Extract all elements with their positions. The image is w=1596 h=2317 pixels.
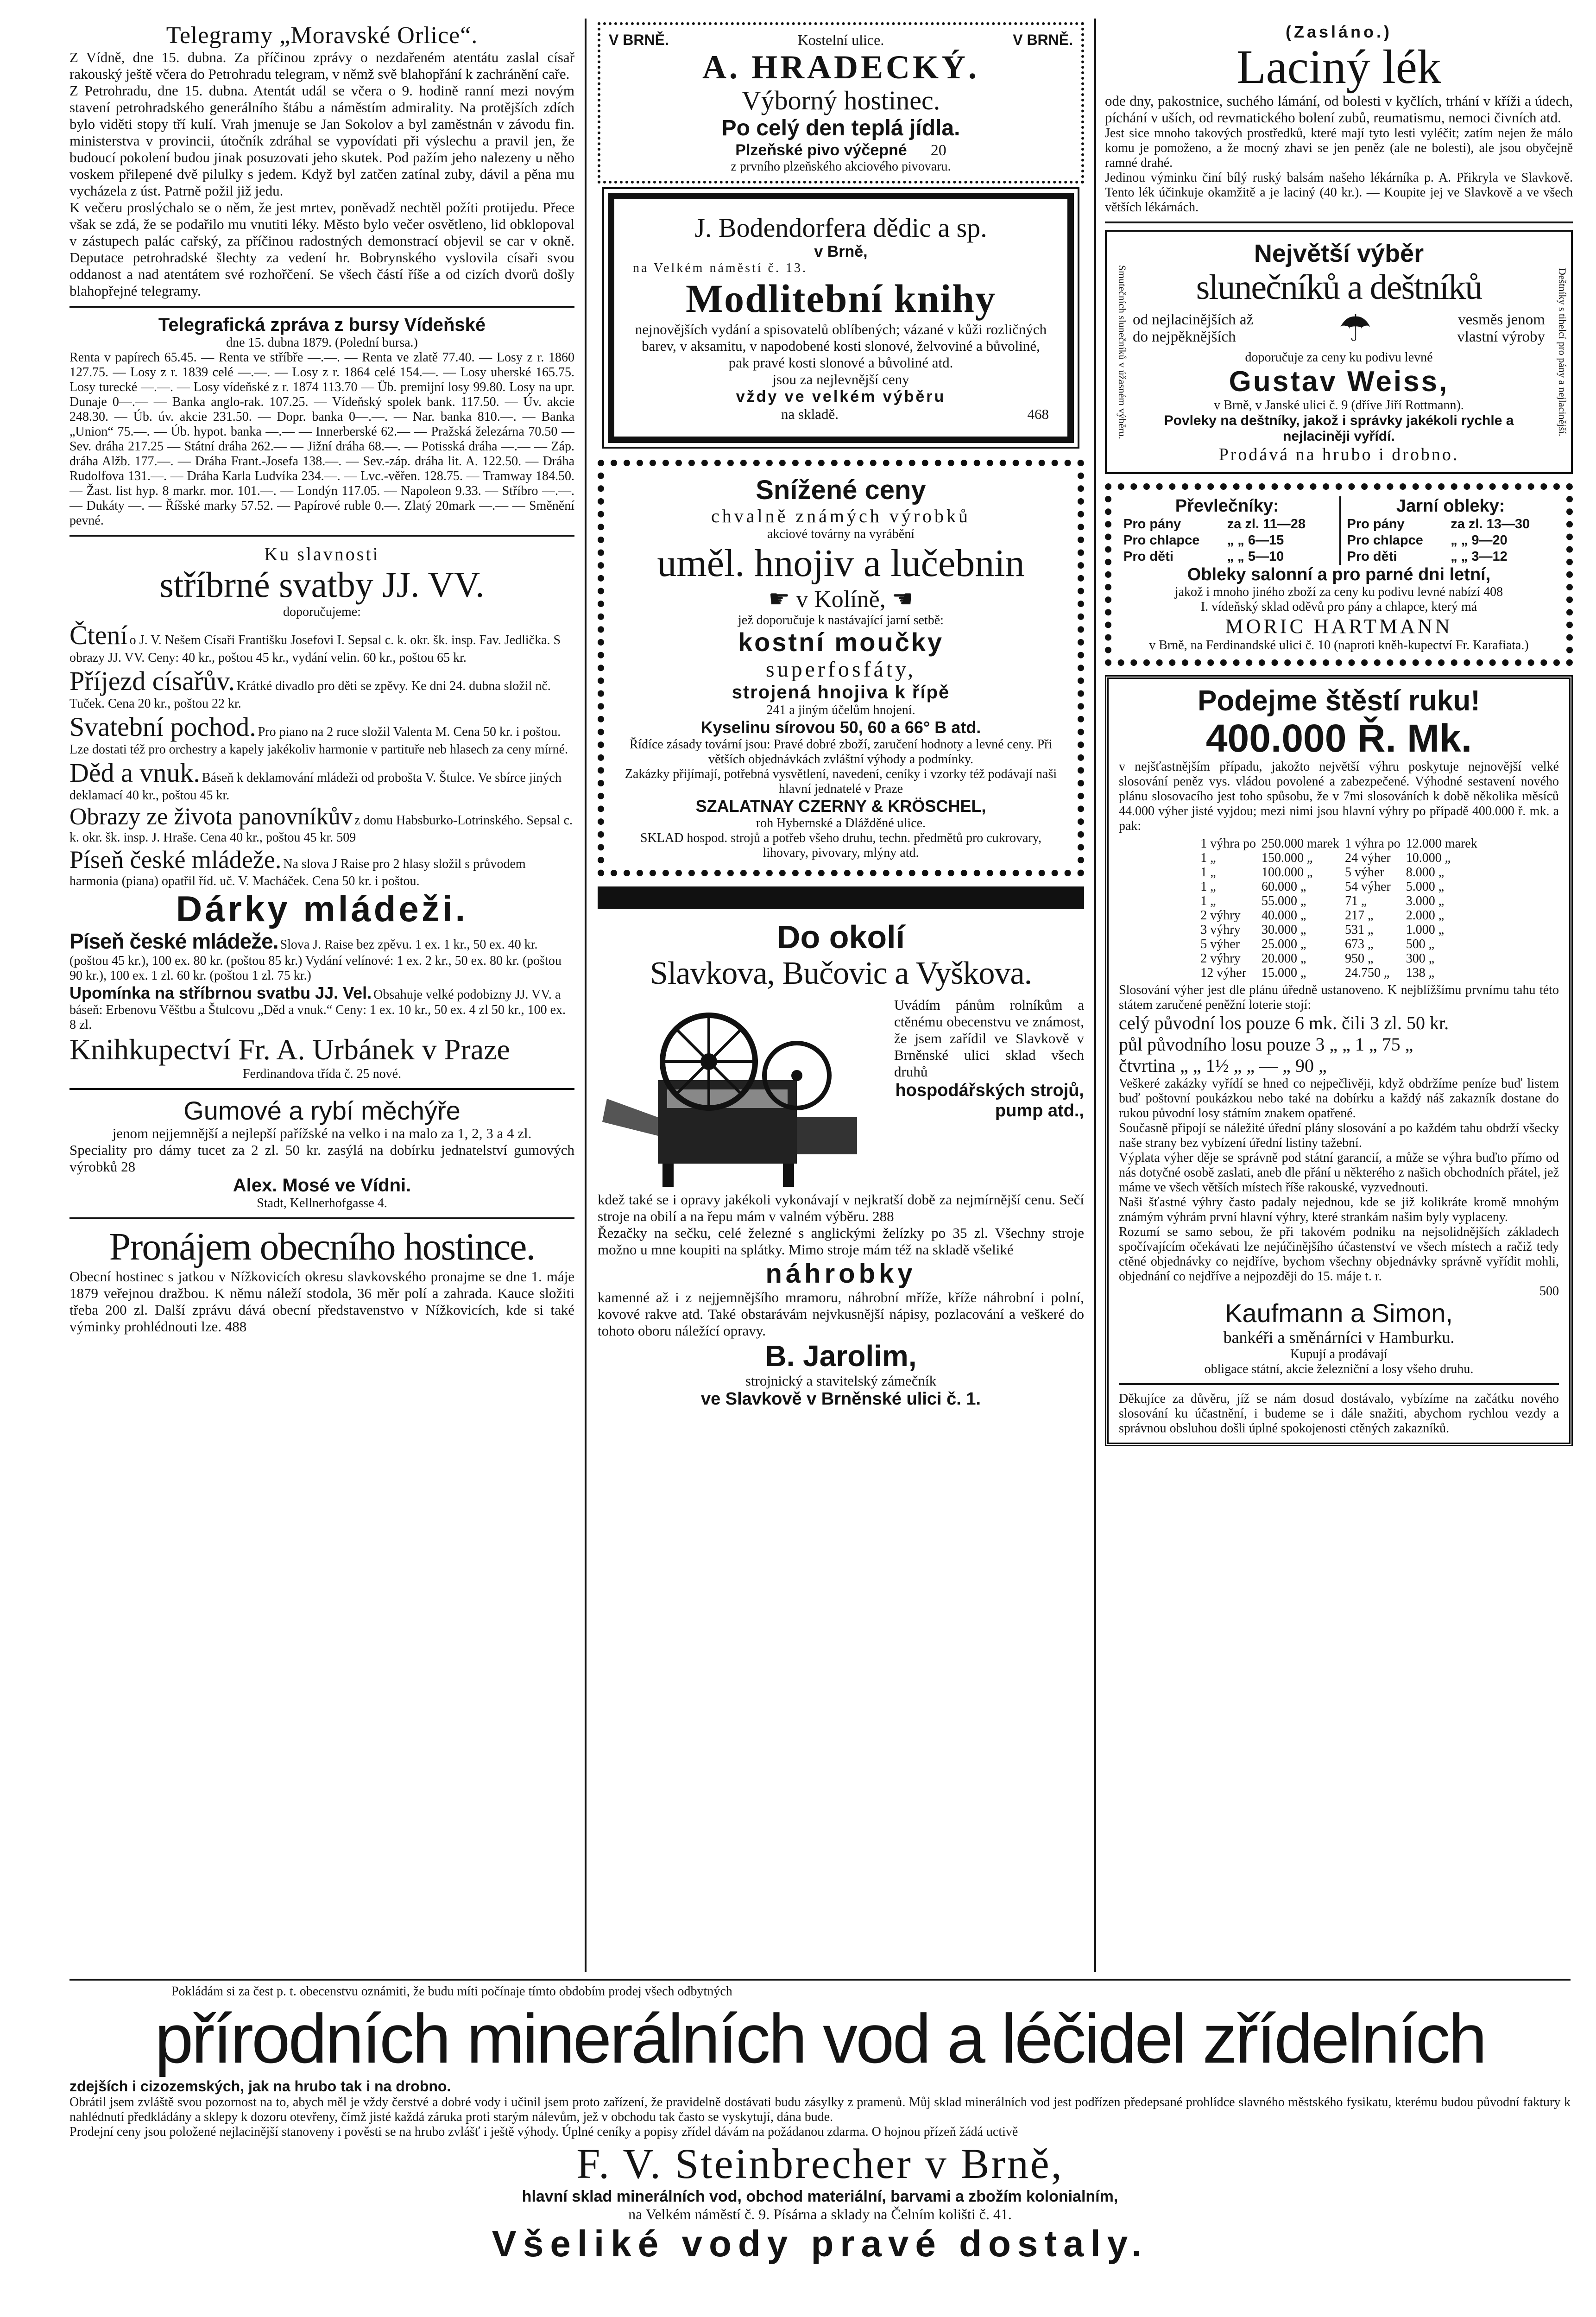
weiss-side-left: Smutečních slunečníků v úžasném výběru. xyxy=(1117,265,1128,439)
bodendorfer-text: nejnovějších vydání a spisovatelů oblíbených; vázané v kůži rozličných barev, v aksamitu, v napodobené kosti slonové, želvoviné a bůvoliné, pak pravé kosti slonové a bůvoliné atd. xyxy=(635,321,1047,371)
column-divider-right xyxy=(1094,19,1096,1972)
gumove-text1: jenom nejjemnější a nejlepší pařížské na velko i na malo za 1, 2, 3 a 4 zl. xyxy=(112,1125,532,1141)
telegramy-title: Telegramy „Moravské Orlice“. xyxy=(166,22,478,49)
steinbrecher-t6: na Velkém náměstí č. 9. Písárna a sklady na Čelním kolišti č. 41. xyxy=(628,2206,1012,2222)
kolin-l3: strojená hnojiva k řípě xyxy=(732,682,950,703)
hartmann-t1: Obleky salonní a pro parné dni letní, xyxy=(1187,565,1491,584)
gumove-text2: Speciality pro dámy tucet za 2 zl. 50 kr. zasýlá na dobírku jednatelství gumových výrobků 28 xyxy=(69,1142,574,1175)
bodendorfer-t2: jsou za nejlevnější ceny xyxy=(772,371,909,387)
weiss-l1: od nejlacinějších až xyxy=(1133,311,1254,328)
hartmann-t2: jakož i mnoho jiného zboží za ceny ku podivu levné nabízí 408 xyxy=(1174,585,1503,599)
gumove-firm: Alex. Mosé ve Vídni. xyxy=(233,1175,411,1196)
steinbrecher-big: přírodních minerálních vod a léčidel zřídelních xyxy=(155,2000,1485,2077)
bodendorfer-num: 468 xyxy=(1027,406,1049,422)
jarolim-trade: strojnický a stavitelský zámečník xyxy=(745,1373,937,1389)
kaufmann-ad xyxy=(1105,675,1573,1446)
gumove-title: Gumové a rybí měchýře xyxy=(183,1096,461,1125)
lottery-row: 3 výhry 30.000 „ 531 „ 1.000 „ xyxy=(1200,923,1445,937)
price-row: Pro pány za zl. 11—28 xyxy=(1123,517,1306,532)
bodendorfer-t3: vždy ve velkém výběru xyxy=(736,388,946,405)
price-row: Pro pány za zl. 13—30 xyxy=(1347,517,1530,532)
slavnost-sub: doporučujeme: xyxy=(283,605,361,619)
hartmann-h1: Převlečníky: xyxy=(1175,496,1279,516)
jarolim-t4: kamenné až i z nejjemnějšího mramoru, náhrobní mříže, kříže náhrobní i polní, kovové rakve atd. Také obstarávám nejvkusnější nápisy, pozlacování a veškeré do tohoto oboru náležící opravy. xyxy=(598,1289,1084,1339)
bodendorfer-t4: na skladě. xyxy=(781,406,839,422)
slavnost-item: Příjezd císařův. Krátké divadlo pro děti se zpěvy. Ke dni 24. dubna složil nč. Tuček. Cena 20 kr., poštou 22 kr. xyxy=(69,666,551,711)
kolin-t6: roh Hybernské a Dlážděné ulice. xyxy=(756,816,926,830)
kaufmann-num: 500 xyxy=(1539,1284,1559,1298)
jarolim-hdr: Do okolí xyxy=(776,919,905,955)
umbrella-icon: ☂ xyxy=(1338,309,1372,349)
kolin-t2: akciové továrny na vyrábění xyxy=(767,527,915,541)
steinbrecher-t5: hlavní sklad minerálních vod, obchod materiální, barvami a zbožím kolonialním, xyxy=(522,2188,1118,2205)
lottery-row: 5 výher 25.000 „ 673 „ 500 „ xyxy=(1200,937,1435,951)
kaufmann-t3: Veškeré zakázky vyřídí se hned co nejpečlivěji, když obdržíme peníze buď listem buď poštovní poukázkou nebo také na dobírku a každý náš zakazník dostane do rukou původní losy státním znakem opatřené. xyxy=(1119,1076,1559,1121)
hartmann-t3: I. vídeňský sklad oděvů pro pány a chlapce, který má xyxy=(1200,600,1477,614)
jarolim-towns: Slavkova, Bučovic a Vyškova. xyxy=(650,956,1032,991)
hradecky-sub: Výborný hostinec. xyxy=(741,85,940,115)
slavnost-title2: stříbrné svatby JJ. VV. xyxy=(159,564,485,605)
lottery-table xyxy=(1198,836,1480,980)
price-row: Pro chlapce „ „ 6—15 xyxy=(1123,533,1284,548)
telegram-evening: K večeru proslýchalo se o něm, že jest mrtev, poněvadž nechtěl požíti protijedu. Přece však se zdá, že se podařilo mu vnutiti léky. Město bylo večer osvětleno, lid obklopoval v zástupech palác cařský, za příčinou radostných demonstrací objevil se car v okně. Deputace petrohradské šlechty za vedení hr. Bobrynského vyslovila císaři svou oddanost a nad atentátem své rozhořčení. Se všech částí říše a od cizích dvorů došly blahopřejné telegramy. xyxy=(69,199,574,299)
weiss-name: Gustav Weiss, xyxy=(1229,366,1449,398)
weiss-side-right: Deštníky s tihelcí pro pány a nejlacinější. xyxy=(1557,267,1568,437)
kolin-t7: SKLAD hospod. strojů a potřeb všeho druhu, techn. předmětů pro cukrovary, lihovary, pivovary, mlýny atd. xyxy=(640,831,1041,860)
weiss-address: v Brně, v Janské ulici č. 9 (dříve Jiří Rottmann). xyxy=(1214,398,1464,412)
kolin-town: v Kolíně, xyxy=(796,586,886,613)
weiss-l2b: vlastní výroby xyxy=(1457,329,1545,345)
lek-title: Laciný lék xyxy=(1236,40,1441,94)
pronajem-title: Pronájem obecního hostince. xyxy=(109,1225,535,1268)
slavnost-item: Svatební pochod. Pro piano na 2 ruce složil Valenta M. Cena 50 kr. i poštou. Lze dostati též pro orchestry a kapely jakékoliv harmonie v partituře neb hlasech za ceny mírné. xyxy=(69,712,568,757)
price-row: Pro děti „ „ 5—10 xyxy=(1123,549,1284,564)
kaufmann-amount: 400.000 Ř. Mk. xyxy=(1205,716,1472,760)
column-right xyxy=(1105,22,1573,1975)
gumove-address: Stadt, Kellnerhofgasse 4. xyxy=(257,1196,387,1210)
hartmann-h2: Jarní obleky: xyxy=(1396,496,1505,516)
hradecky-name: A. HRADECKÝ. xyxy=(702,49,979,86)
column-left xyxy=(69,22,574,1975)
hartmann-address: v Brně, na Ferdinandské ulici č. 10 (naproti kněh-kupectví Fr. Karafiata.) xyxy=(1149,638,1529,652)
column-divider-left xyxy=(585,19,587,1972)
weiss-big: slunečníků a deštníků xyxy=(1196,268,1482,307)
kaufmann-t7: Rozumí se samo sebou, že při takovém podniku na nejsolidnějších základech spočívajícím očekávati lze nejúčinějšího účastenství ve všech místech a račiž tedy ctěné objednávky co nejdříve, bychom všechny objednávky správně vyřídit mohli, objednání co nejdříve a nejpozději do 15. máje t. r. xyxy=(1119,1225,1559,1284)
kaufmann-t6: Naši šťastné výhry často padaly nejednou, kde se již kolikráte kromě mnohým známým výhrám první hlavní výhry, které strankám našim byly vyplaceny. xyxy=(1119,1195,1559,1224)
divider xyxy=(69,1217,574,1219)
black-band xyxy=(598,886,1084,909)
weiss-l2: do nejpěknějších xyxy=(1133,329,1236,345)
steinbrecher-ad xyxy=(69,1979,1571,2317)
lottery-row: 2 výhry 20.000 „ 950 „ 300 „ xyxy=(1200,951,1435,966)
hradecky-line: Po celý den teplá jídla. xyxy=(721,116,960,140)
hand-right-icon: ☛ xyxy=(768,586,790,613)
kaufmann-t2: Slosování výher jest dle plánu úředně ustanoveno. K nejblížšímu prvnímu tahu této státem zaručené peněžní loterie stojí: xyxy=(1119,983,1559,1012)
column-middle xyxy=(598,22,1084,1975)
kolin-t5: Zakázky přijímají, potřebná vysvětlení, navedení, ceníky i vzorky též podávají naši hlavní jednatelé v Praze xyxy=(625,767,1057,796)
divider xyxy=(1105,222,1573,223)
kolin-l2: superfosfáty, xyxy=(765,657,916,682)
kaufmann-t10: Děkujíce za důvěru, jíž se nám dosud dostávalo, vybízíme na začátku nového slosování ku účastnění, i budeme se i dále snažiti, abychom rychlou vezdy a správnou obsluhou došli úplné spokojenosti ctěných zakazníků. xyxy=(1119,1392,1559,1436)
threshing-machine-illustration xyxy=(598,997,885,1191)
kolin-agents: SZALATNAY CZERNY & KRÖSCHEL, xyxy=(695,797,986,816)
slavnost-title1: Ku slavnosti xyxy=(264,544,380,564)
divider xyxy=(69,306,574,308)
burza-quotes: Renta v papírech 65.45. — Renta ve stříbře —.—. — Renta ve zlatě 77.40. — Losy z r. 1860 127.75. — Losy z r. 1839 celé —.—. — Losy z r. 1864 celé 154.—. — Losy uherské 165.75. Losy turecké —.—. — Losy vídeňské z r. 1874 113.70 — Üb. premijní losy 99.80. Losy na upr. Dunaje 0—.— — Banka anglo-rak. 107.25. — Vídeňský spolek bank. 117.50. — Úv. akcie 248.30. — Úb. úv. akcie 231.50. — Dopr. banka 0—.—. — Nar. banka 810.—. — Banka „Union“ 75.—. — Úb. hypot. banka —.— — Innerberské 62.— — Pražská železárna 70.50 — Sev. dráha 217.25 — Státní dráha 262.— — Jižní dráha 68.—. — Potisská dráha —.— — Záp. dráha Alžb. 177.—. — Dráha Frant.-Josefa 138.—. — Sev.-záp. dráha lit. A. 122.50. — Dráha Rudolfova 131.—. — Dráha Karla Ludvíka 234.—. — Lvc.-věřen. 128.75. — Tramway 184.50. — Žast. list hyp. 8 markr. mor. 101.—. — Londýn 117.05. — Napoleon 9.33. — Stříbro —.—. — Dukáty —. — Říšské marky 57.52. — Papírové ruble 0.—. Zlatý 20mark —.— — Směnění pevné. xyxy=(69,350,574,528)
kolin-l4: Kyselinu sírovou 50, 60 a 66° B atd. xyxy=(700,718,981,737)
bodendorfer-title: Modlitební knihy xyxy=(685,276,997,321)
jarolim-address: ve Slavkově v Brněnské ulici č. 1. xyxy=(700,1389,981,1409)
lottery-row: 1 „ 60.000 „ 54 výher 5.000 „ xyxy=(1200,880,1445,894)
hradecky-num: 20 xyxy=(930,142,946,159)
kaufmann-p1: celý původní los pouze 6 mk. čili 3 zl. 50 kr. xyxy=(1119,1013,1449,1033)
hand-left-icon: ☚ xyxy=(891,586,914,613)
divider xyxy=(69,535,574,537)
kolin-l3b: 241 a jiným účelům hnojení. xyxy=(766,703,915,717)
steinbrecher-firm: F. V. Steinbrecher v Brně, xyxy=(576,2140,1064,2187)
hartmann-ad xyxy=(1105,483,1573,666)
slavnost-item: Obrazy ze života panovníkův z domu Habsburko-Lotrinského. Sepsal c. k. okr. šk. insp. J. Hraše. Cena 40 kr., poštou 45 kr. 509 xyxy=(69,804,573,845)
weiss-t5: Prodává na hrubo i drobno. xyxy=(1218,445,1459,464)
weiss-t4: Povleky na deštníky, jakož i správky jakékoli rychle a nejlaciněji vyřídí. xyxy=(1164,413,1514,444)
publisher-address: Ferdinandova třída č. 25 nové. xyxy=(242,1067,402,1081)
kaufmann-p2: půl původního losu pouze 3 „ „ 1 „ 75 „ xyxy=(1119,1034,1413,1055)
hradecky-street: Kostelní ulice. xyxy=(797,32,884,48)
lek-t1: ode dny, pakostnice, suchého lámání, od bolesti v kyčlích, trhání v kříži a údech, píchání v uších, od revmatického bolení zubů, reumatismu, nemoci čivních atd. xyxy=(1105,93,1573,126)
hradecky-beer: Plzeňské pivo výčepné xyxy=(735,141,907,159)
hartmann-name: MORIC HARTMANN xyxy=(1225,615,1453,638)
jarolim-nahrobky: náhrobky xyxy=(765,1259,916,1289)
hradecky-left: V BRNĚ. xyxy=(609,32,669,48)
kaufmann-t4: Současně připojí se náležité úřední plány slosování a po každém tahu obdrží všecky naše strany bez vybízení úřední listiny tažební. xyxy=(1119,1121,1559,1150)
telegram-petersburg: Z Petrohradu, dne 15. dubna. Atentát udál se včera o 9. hodině ranní mezi novým stavení petrohradského generálního štábu a náměstím admirality. Na protějších zdích bylo viděti stopy tří kulí. Vrah jmenuje se Jan Sokolov a byl zaměstnán v závodu fin. ministerstva v provincii, útočník zdráhal se vypovídati při výslechu a pravil jen, že budoucí pokolení budou jinak posuzovati jeho skutek. Pod pažím jeho nalezeny u něho voskem přilepené dvě pilulky s jedem. Když byl zatčen zatínal zuby, dávil a pěna mu vycházela z úst. Patrně požil již jedu. xyxy=(69,82,574,199)
lottery-row: 2 výhry 40.000 „ 217 „ 2.000 „ xyxy=(1200,908,1445,923)
lottery-row: 12 výher 15.000 „ 24.750 „ 138 „ xyxy=(1200,966,1435,980)
kolin-ad xyxy=(598,460,1084,876)
kolin-t1: chvalně známých výrobků xyxy=(711,506,971,526)
kaufmann-title: Podejme štěstí ruku! xyxy=(1198,685,1480,717)
kolin-t4: Řídíce zásady tovární jsou: Pravé dobré zboží, zaručení hodnoty a levné ceny. Při větších objednávkách zvláštní výhody a podmínky. xyxy=(629,737,1053,766)
kaufmann-t8: Kupují a prodávají xyxy=(1290,1347,1388,1361)
slavnost-item: Děd a vnuk. Báseň k deklamování mládeži od probošta V. Štulce. Ve sbírce jiných deklamací 40 kr., poštou 45 kr. xyxy=(69,758,561,803)
lek-zaslano: (Zasláno.) xyxy=(1285,22,1392,41)
kaufmann-firm: Kaufmann a Simon, xyxy=(1225,1298,1453,1328)
pronajem-text: Obecní hostinec s jatkou v Nížkovicích okresu slavkovského pronajme se dne 1. máje 1879 veřejnou dražbou. K němu náleží stodola, 36 měr polí a zahrada. Kauce složiti třeba 200 zl. Další zprávu dává obecní představenstvo v Nížkovicích, kde si také výminky prohlédnouti lze. 488 xyxy=(69,1268,574,1335)
kolin-big: uměl. hnojiv a lučebnin xyxy=(657,542,1025,585)
divider xyxy=(1119,1383,1559,1385)
slavnost-item: Píseň české mládeže. Na slova J Raise pro 2 hlasy složil s průvodem harmonia (piana) opatřil říd. uč. V. Macháček. Cena 50 kr. i poštou. xyxy=(69,846,526,888)
steinbrecher-t4: Prodejní ceny jsou položené nejlacinější stanoveny i pověsti se na hrubo zvlášť i ještě výhody. Úplné ceníky a popisy zřídel dávám na požádanou zdarma. O hojnou přízeň žádá uctivě xyxy=(69,2125,1018,2139)
jarolim-name: B. Jarolim, xyxy=(765,1339,917,1373)
publisher-name: Knihkupectví Fr. A. Urbánek v Praze xyxy=(69,1033,510,1066)
steinbrecher-t3: Obrátil jsem zvláště svou pozornost na to, abych měl je vždy čerstvé a dobré vody i učinil jsem proto zařízení, že pravidelně dostávati budu zásylky z pramenů. Můj sklad minerálních vod jest podřízen předepsané prohlídce slavného městského fysikatu, kterému budou původní faktury k nahlédnutí předkládány a sklepy k dozoru otevřeny, čímž jisté každá záruka proti starým nálevům, jež v obchodu tak často se vyskytují, dána bude. xyxy=(69,2095,1571,2124)
bodendorfer-ad xyxy=(608,193,1074,443)
burza-date: dne 15. dubna 1879. (Polední bursa.) xyxy=(226,336,418,350)
lek-t2: Jest sice mnoho takových prostředků, které mají tyto lesti vyléčit; zatím nejen že málo komu je pomoženo, a že mocný zhavi se jen peněz (ale ne bolesti), ale jsou obyčejně ramné drahé. xyxy=(1105,126,1573,170)
price-row: Pro chlapce „ „ 9—20 xyxy=(1347,533,1508,548)
jarolim-t1: Uvádím pánům rolníkům a ctěnému obecenstvu ve známost, že jsem zařídil ve Slavkově v Brněnské ulici sklad všech druhů xyxy=(894,997,1084,1080)
steinbrecher-t2: zdejších i cizozemských, jak na hrubo tak i na drobno. xyxy=(69,2078,451,2095)
kaufmann-sub: bankéři a směnárníci v Hamburku. xyxy=(1223,1328,1455,1347)
hradecky-right: V BRNĚ. xyxy=(1013,32,1073,48)
bodendorfer-firm: J. Bodendorfera dědic a sp. xyxy=(694,213,987,243)
kaufmann-t9: obligace státní, akcie železniční a losy všeho druhu. xyxy=(1204,1362,1474,1376)
bodendorfer-city: v Brně, xyxy=(814,243,868,260)
bodendorfer-address: na Velkém náměstí č. 13. xyxy=(633,261,807,275)
jarolim-ad xyxy=(598,919,1084,1409)
divider xyxy=(69,1088,574,1090)
steinbrecher-slogan: Všeliké vody pravé dostaly. xyxy=(492,2223,1148,2264)
darky-item: Píseň české mládeže. Slova J. Raise bez zpěvu. 1 ex. 1 kr., 50 ex. 40 kr. (poštou 45 kr.), 100 ex. 80 kr. (poštou 85 kr.) Vydání velínové: 1 ex. 2 kr., 50 ex. 80 kr. (poštou 90 kr.), 100 ex. 1 zl. 60 kr. (poštou 1 zl. 75 kr.) xyxy=(69,929,561,983)
kolin-l1: kostní moučky xyxy=(738,627,944,657)
kaufmann-t5: Výplata výher děje se správně pod státní garancií, a může se výhra buďto přímo od nás dotyčné osobě zaslati, aneb dle přání u některého z našich obchodních přátel, jež máme ve všech větších místech říše rakouské, vyzvednouti. xyxy=(1119,1151,1559,1195)
darky-item: Upomínka na stříbrnou svatbu JJ. Vel. Obsahuje velké podobizny JJ. VV. a báseň: Erbenovu Věštbu a Štulcovu „Děd a vnuk.“ Ceny: 1 ex. 10 kr., 50 ex. 4 zl 50 kr., 100 ex. 8 zl. xyxy=(69,983,566,1032)
price-row: Pro děti „ „ 3—12 xyxy=(1347,549,1508,564)
kolin-snizene: Snížené ceny xyxy=(756,475,926,505)
darky-title: Dárky mládeži. xyxy=(176,888,468,929)
kaufmann-t1: v nejšťastnějším případu, jakožto největší výhru poskytuje nejnovější velké slosování peněz vys. vládou povolené a zabezpečené. Výhodné sestavení nového plánu slosovacího jest toho spůsobu, že v 7mi slosováních k době několika měsíců 44.000 výher jisté vyjdou; mezi nimi jsou hlavní výhry po případě 400.000 ř. mk. a pak: xyxy=(1119,760,1559,833)
telegram-vienna: Z Vídně, dne 15. dubna. Za příčinou zprávy o nezdařeném atentátu zaslal císař rakouský ještě včera do Petrohradu telegram, v němž svě blahopřání k zachránění caře. xyxy=(69,49,574,82)
burza-title: Telegrafická zpráva z bursy Vídeňské xyxy=(158,315,486,335)
lottery-row: 1 výhra po 250.000 marek 1 výhra po 12.000 marek xyxy=(1200,836,1477,851)
weiss-l1b: vesměs jenom xyxy=(1458,311,1545,328)
weiss-l3: doporučuje za ceny ku podivu levné xyxy=(1245,350,1433,365)
jarolim-t1b: hospodářských strojů, pump atd., xyxy=(895,1081,1084,1121)
jarolim-t3: Řezačky na sečku, celé železné s anglickými želízky po 35 zl. Všechny stroje možno u mne koupiti na splátky. Mimo stroje mám též na skladě všeliké xyxy=(598,1225,1084,1258)
kolin-t3: jež doporučuje k nastávající jarní setbě: xyxy=(738,613,944,627)
jarolim-t2: kdež také se i opravy jakékoli vykonávají v nejkratší době za nejmírnější cenu. Sečí stroje na obilí a na řepu mám v valném výběru. 288 xyxy=(598,1191,1084,1224)
kaufmann-p3: čtvrtina „ „ 1½ „ „ — „ 90 „ xyxy=(1119,1055,1327,1076)
hradecky-ad xyxy=(598,22,1084,184)
slavnost-item: Čtení o J. V. Nešem Císaři Františku Josefovi I. Sepsal c. k. okr. šk. insp. Fav. Jedlička. S obrazy JJ. VV. Ceny: 40 kr., poštou 45 kr., vydání velin. 60 kr., poštou 65 kr. xyxy=(69,620,561,665)
steinbrecher-t1: Pokládám si za čest p. t. obecenstvu oznámiti, že budu míti počínaje tímto obdobím prodej všech odbytných xyxy=(171,1984,732,1999)
lek-t3: Jedinou výminku činí bílý ruský balsám našeho lékárníka p. A. Přikryla ve Slavkově. Tento lék účinkuje okamžitě a je laciný (40 kr.). — Koupite jej ve Slavkově a ve všech větších lékárnách. xyxy=(1105,171,1573,215)
weiss-top: Největší výběr xyxy=(1254,240,1424,267)
hradecky-note: z prvního plzeňského akciového pivovaru. xyxy=(731,159,951,174)
lottery-row: 1 „ 100.000 „ 5 výher 8.000 „ xyxy=(1200,865,1445,880)
weiss-ad xyxy=(1105,230,1573,474)
lottery-row: 1 „ 55.000 „ 71 „ 3.000 „ xyxy=(1200,894,1445,908)
lottery-row: 1 „ 150.000 „ 24 výher 10.000 „ xyxy=(1200,851,1451,865)
